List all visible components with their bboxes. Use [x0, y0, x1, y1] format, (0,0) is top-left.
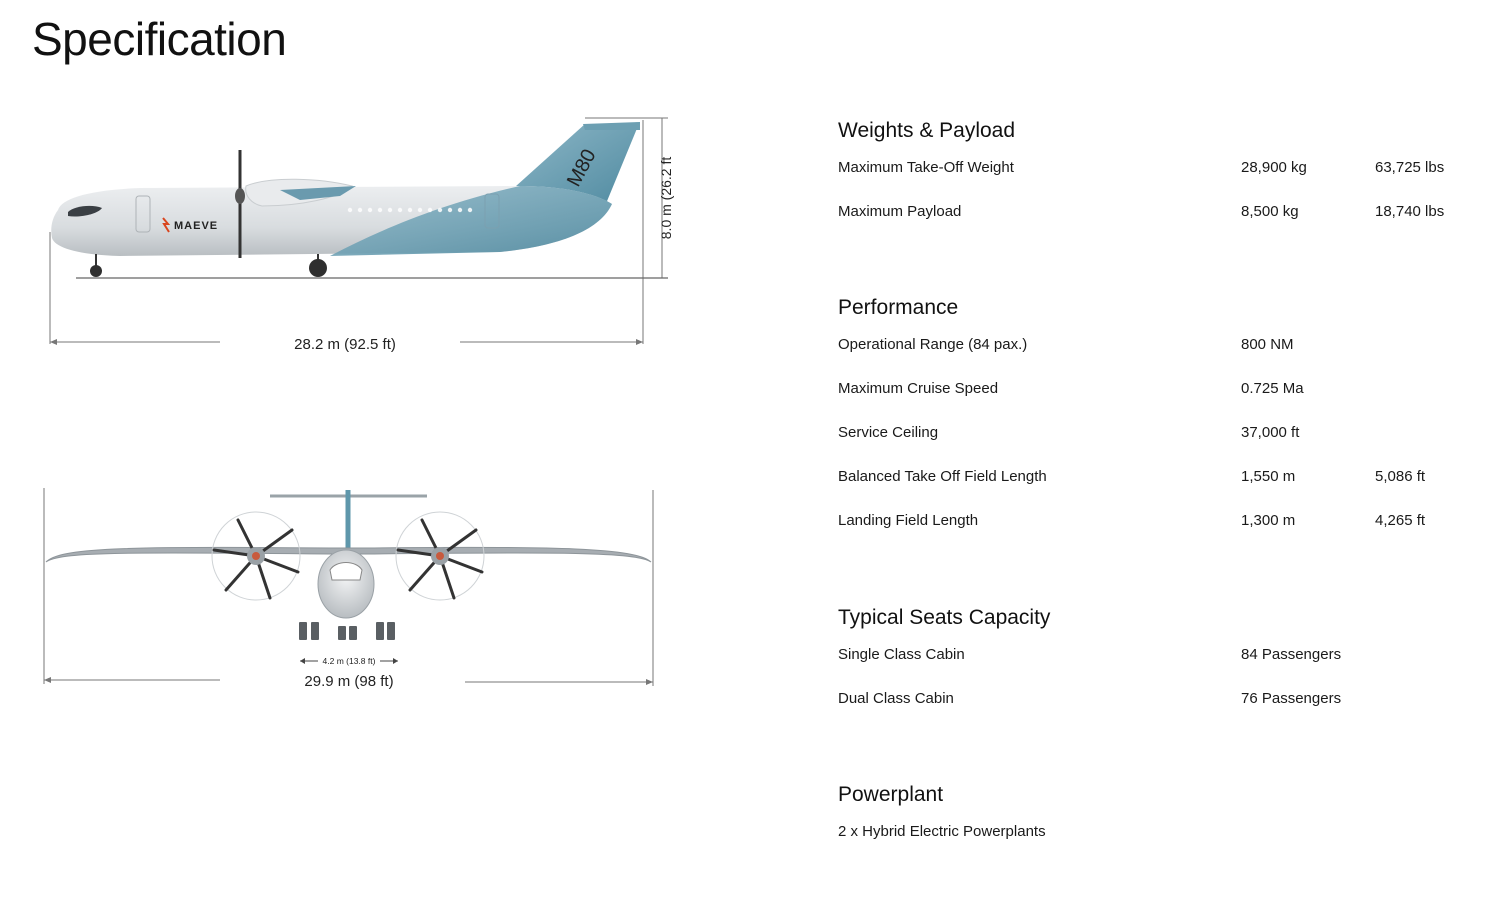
spec-row	[838, 379, 1478, 423]
length-dimension-label: 28.2 m (92.5 ft)	[294, 336, 396, 353]
spec-value: 800 NM	[1241, 336, 1294, 353]
spec-value: 76 Passengers	[1241, 690, 1342, 707]
spec-row	[838, 689, 1478, 733]
spec-value: 84 Passengers	[1241, 646, 1342, 663]
seats-capacity-section	[838, 603, 1478, 733]
right-propeller-icon	[396, 512, 484, 600]
section-title: Weights & Payload	[838, 119, 1016, 142]
spec-label: 2 x Hybrid Electric Powerplants	[838, 823, 1046, 840]
aircraft-front-view	[0, 0, 720, 720]
specification-panel	[838, 0, 1478, 900]
section-title: Performance	[838, 296, 959, 319]
spec-label: Maximum Payload	[838, 203, 962, 220]
weights-payload-section	[838, 116, 1478, 246]
spec-label: Maximum Cruise Speed	[838, 380, 999, 397]
spec-row	[838, 645, 1478, 689]
spec-value: 37,000 ft	[1241, 424, 1300, 441]
spec-label: Single Class Cabin	[838, 646, 965, 663]
spec-label: Operational Range (84 pax.)	[838, 336, 1028, 353]
height-dimension-label: 8.0 m (26.2 ft	[658, 156, 674, 240]
spec-value-imperial: 4,265 ft	[1375, 512, 1426, 529]
performance-section	[838, 293, 1478, 555]
page-title: Specification	[32, 13, 287, 65]
spec-value-imperial: 5,086 ft	[1375, 468, 1426, 485]
spec-row	[838, 467, 1478, 511]
spec-value-metric: 8,500 kg	[1241, 203, 1299, 220]
spec-row	[838, 158, 1478, 202]
spec-label: Landing Field Length	[838, 512, 979, 529]
section-title: Typical Seats Capacity	[838, 606, 1051, 629]
spec-row	[838, 511, 1478, 555]
track-dimension-label: 4.2 m (13.8 ft)	[322, 656, 376, 666]
spec-value-imperial: 18,740 lbs	[1375, 203, 1445, 220]
spec-row	[838, 822, 1478, 866]
wingspan-dimension-label: 29.9 m (98 ft)	[304, 673, 394, 690]
section-title: Powerplant	[838, 783, 944, 806]
spec-label: Service Ceiling	[838, 424, 939, 441]
spec-label: Maximum Take-Off Weight	[838, 159, 1014, 176]
brand-livery-text: MAEVE	[174, 220, 219, 232]
spec-value-metric: 1,550 m	[1241, 468, 1296, 485]
spec-value-metric: 28,900 kg	[1241, 159, 1307, 176]
spec-row	[838, 335, 1478, 379]
left-propeller-icon	[212, 512, 300, 600]
spec-value-metric: 1,300 m	[1241, 512, 1296, 529]
powerplant-section	[838, 780, 1478, 866]
spec-label: Dual Class Cabin	[838, 690, 954, 707]
model-livery-text: M80	[562, 145, 601, 191]
spec-row	[838, 202, 1478, 246]
spec-label: Balanced Take Off Field Length	[838, 468, 1047, 485]
spec-value: 0.725 Ma	[1241, 380, 1304, 397]
spec-value-imperial: 63,725 lbs	[1375, 159, 1445, 176]
spec-row	[838, 423, 1478, 467]
